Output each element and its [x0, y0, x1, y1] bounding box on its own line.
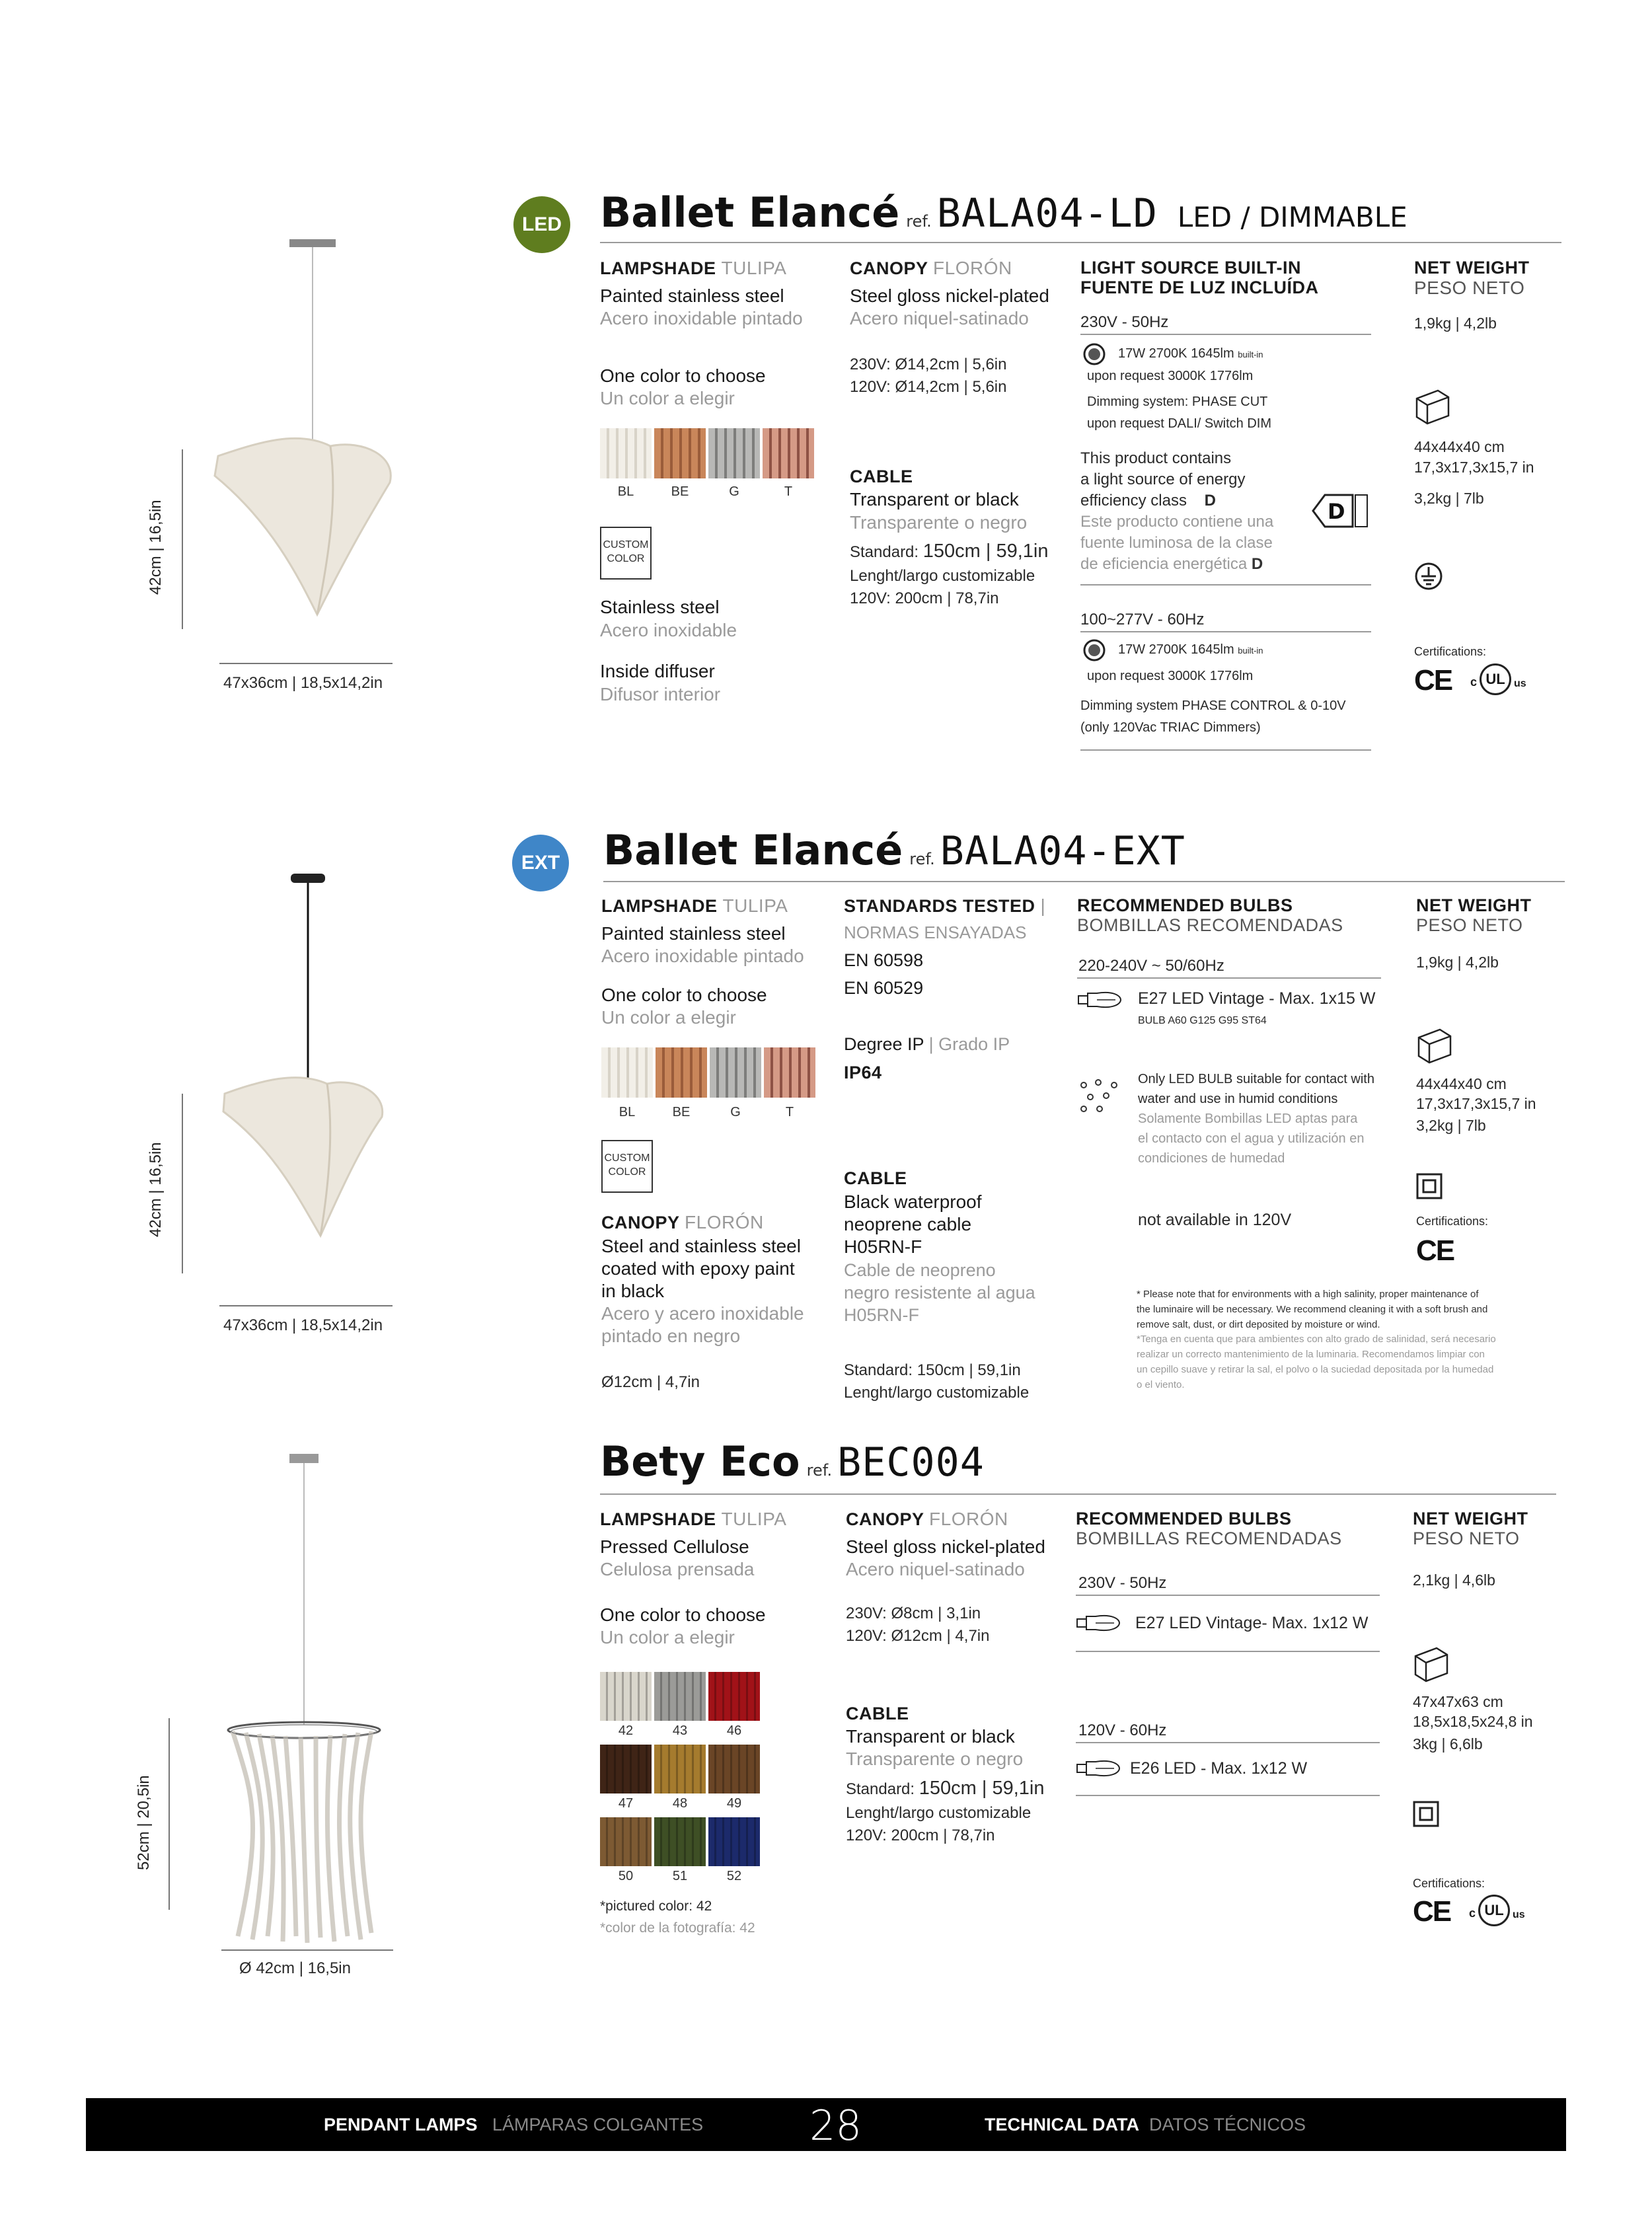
- color-choice-es: Un color a elegir: [601, 1007, 736, 1028]
- voltage-120: 120V - 60Hz: [1078, 1721, 1167, 1739]
- swatch-50: [600, 1817, 652, 1866]
- swatch-47: [600, 1745, 652, 1793]
- light-source-heading: LIGHT SOURCE BUILT-IN: [1080, 258, 1301, 278]
- ref-label: ref.: [909, 850, 935, 868]
- ground-icon: [1414, 562, 1443, 591]
- product-code: BALA04-EXT: [940, 828, 1185, 874]
- net-weight-heading-es: PESO NETO: [1414, 278, 1525, 298]
- lamp-image-ballet-ext: [198, 866, 410, 1289]
- recommended-bulbs-heading-es: BOMBILLAS RECOMENDADAS: [1076, 1529, 1342, 1548]
- inside-diffuser-es: Difusor interior: [600, 684, 721, 704]
- cable-heading: CABLE: [850, 467, 913, 486]
- page-number: 28: [809, 2101, 862, 2150]
- swatch-t: [763, 428, 814, 478]
- lampshade-material-es: Acero inoxidable pintado: [600, 308, 803, 328]
- lampshade-material-es: Acero inoxidable pintado: [601, 946, 804, 966]
- bulb-icon: [1077, 988, 1123, 1012]
- pictured-color-es: *color de la fotografía: 42: [600, 1920, 755, 1936]
- divider: [1077, 977, 1381, 979]
- divider: [1080, 584, 1371, 585]
- spec-230: 17W 2700K 1645lm built-in: [1118, 346, 1263, 361]
- box-weight: 3,2kg | 7lb: [1416, 1117, 1486, 1134]
- standard-en60529: EN 60529: [844, 978, 924, 998]
- cable-heading: CABLE: [844, 1168, 907, 1188]
- dimming-100: Dimming system PHASE CONTROL & 0-10V: [1080, 698, 1346, 713]
- led-chip-icon: [1082, 638, 1106, 662]
- ce-mark-icon: CE: [1414, 664, 1452, 697]
- width-dimension: 47x36cm | 18,5x14,2in: [223, 1316, 383, 1334]
- product-code: BALA04-LD: [936, 190, 1158, 237]
- net-weight: 2,1kg | 4,6lb: [1413, 1571, 1495, 1589]
- request-230: upon request 3000K 1776lm: [1087, 369, 1254, 383]
- ext-badge: EXT: [512, 835, 569, 891]
- canopy-230: 230V: Ø8cm | 3,1in: [846, 1604, 981, 1622]
- cable-heading: CABLE: [846, 1704, 909, 1723]
- spec-100: 17W 2700K 1645lm built-in: [1118, 642, 1263, 657]
- bulb-types: BULB A60 G125 G95 ST64: [1138, 1015, 1267, 1026]
- cable-length: Lenght/largo customizable: [844, 1384, 1030, 1402]
- canopy-heading: CANOPY FLORÓN: [846, 1509, 1008, 1529]
- canopy-material-es: Acero niquel-satinado: [846, 1559, 1025, 1579]
- class-ii-icon: [1416, 1173, 1443, 1199]
- bulb-icon: [1076, 1611, 1122, 1635]
- dimming-230: Dimming system: PHASE CUT: [1087, 395, 1268, 409]
- not-available-120v: not available in 120V: [1138, 1211, 1292, 1229]
- certifications-label: Certifications:: [1416, 1215, 1489, 1228]
- product-subtitle: LED / DIMMABLE: [1177, 201, 1408, 233]
- lampshade-material: Painted stainless steel: [601, 923, 786, 944]
- swatch-label: BE: [672, 1105, 691, 1119]
- swatch-label: 42: [618, 1723, 634, 1738]
- height-dimension: 52cm | 20,5in: [135, 1775, 153, 1870]
- box-dimensions: 44x44x40 cm: [1416, 1075, 1507, 1092]
- product-title: [600, 188, 1408, 237]
- lampshade-heading: LAMPSHADE TULIPA: [600, 1509, 787, 1529]
- swatch-label: G: [729, 484, 739, 499]
- divider: [1080, 334, 1371, 335]
- canopy-heading: CANOPY FLORÓN: [601, 1212, 764, 1232]
- ref-label: ref.: [906, 212, 932, 231]
- led-chip-icon: [1082, 342, 1106, 366]
- cable-standard: Standard: 150cm | 59,1in: [850, 541, 1049, 562]
- bulb-spec: E27 LED Vintage - Max. 1x15 W: [1138, 989, 1376, 1008]
- cable-length: Lenght/largo customizable: [846, 1804, 1032, 1822]
- swatch-label: 46: [726, 1723, 742, 1738]
- swatch-g: [710, 1047, 761, 1098]
- canopy-material: Steel and stainless steel coated with epoxy paint in black: [601, 1236, 801, 1301]
- swatch-43: [654, 1672, 706, 1721]
- class-ii-icon: [1413, 1801, 1439, 1827]
- swatch-label: 43: [672, 1723, 688, 1738]
- canopy-120: 120V: Ø12cm | 4,7in: [846, 1627, 990, 1645]
- width-dimension-line: [219, 663, 393, 664]
- energy-label-icon: [1312, 492, 1371, 529]
- width-dimension-line: [219, 1305, 393, 1306]
- wet-note-es: Solamente Bombillas LED aptas para el contacto con el agua y utilización en condiciones de humedad: [1138, 1112, 1365, 1166]
- voltage-100: 100~277V - 60Hz: [1080, 611, 1205, 628]
- box-dimensions-in: 17,3x17,3x15,7 in: [1416, 1095, 1536, 1112]
- swatch-label: T: [784, 484, 793, 499]
- cable-standard: Standard: 150cm | 59,1in: [844, 1361, 1021, 1379]
- ce-mark-icon: CE: [1413, 1895, 1451, 1928]
- lampshade-material: Painted stainless steel: [600, 285, 784, 306]
- swatch-42: [600, 1672, 652, 1721]
- cable-material-es: Cable de neopreno negro resistente al agua H05RN-F: [844, 1260, 1035, 1325]
- dimming-230-alt: upon request DALI/ Switch DIM: [1087, 416, 1272, 431]
- canopy-heading: CANOPY FLORÓN: [850, 258, 1012, 278]
- canopy-material: Steel gloss nickel-plated: [850, 285, 1049, 306]
- swatch-label: BL: [617, 484, 634, 499]
- color-choice: One color to choose: [601, 985, 767, 1005]
- cable-material: Black waterproof neoprene cable H05RN-F: [844, 1191, 982, 1257]
- lampshade-heading: LAMPSHADE TULIPA: [601, 895, 788, 916]
- swatch-label: 48: [672, 1796, 688, 1811]
- bulb-icon: [1076, 1756, 1122, 1780]
- energy-text: This product contains a light source of energy efficiency class D: [1080, 449, 1246, 510]
- height-dimension-line: [182, 449, 183, 629]
- swatch-bl: [600, 428, 652, 478]
- voltage-230: 230V - 50Hz: [1078, 1574, 1167, 1592]
- ip-heading: Degree IP | Grado IP: [844, 1034, 1010, 1054]
- box-dimensions: 47x47x63 cm: [1413, 1693, 1503, 1710]
- swatch-46: [708, 1672, 760, 1721]
- wet-note: Only LED BULB suitable for contact with water and use in humid conditions: [1138, 1072, 1374, 1106]
- product-title: [603, 826, 1185, 874]
- stainless-steel: Stainless steel: [600, 597, 720, 617]
- box-weight: 3,2kg | 7lb: [1414, 490, 1484, 507]
- inside-diffuser: Inside diffuser: [600, 661, 715, 681]
- lamp-image-bety-eco: [205, 1447, 403, 1949]
- bulb-spec-230: E27 LED Vintage- Max. 1x12 W: [1135, 1614, 1369, 1632]
- bulb-spec-120: E26 LED - Max. 1x12 W: [1130, 1759, 1308, 1778]
- footer-left: PENDANT LAMPS LÁMPARAS COLGANTES: [324, 2115, 704, 2134]
- box-dimensions-in: 18,5x18,5x24,8 in: [1413, 1713, 1533, 1730]
- box-weight: 3kg | 6,6lb: [1413, 1735, 1483, 1753]
- net-weight-heading: NET WEIGHT: [1416, 895, 1532, 915]
- swatch-label: 47: [618, 1796, 634, 1811]
- product-name: Bety Eco: [600, 1437, 800, 1486]
- voltage: 220-240V ~ 50/60Hz: [1078, 957, 1224, 975]
- svg-text:D: D: [1328, 499, 1345, 524]
- recommended-bulbs-heading: RECOMMENDED BULBS: [1077, 895, 1293, 915]
- width-dimension: 47x36cm | 18,5x14,2in: [223, 674, 383, 692]
- custom-color-box: CUSTOM COLOR: [601, 1140, 653, 1193]
- salinity-note-es: *Tenga en cuenta que para ambientes con alto grado de salinidad, será necesario realizar un correcto mantenimiento de la luminaria. Recomendamos limpiar con un cepillo suave y retirar la sal, el polvo o la suciedad depositada por la humedad o el viento.: [1137, 1334, 1496, 1390]
- product-name: Ballet Elancé: [603, 826, 903, 874]
- canopy-material-es: Acero niquel-satinado: [850, 308, 1029, 328]
- divider: [1076, 1595, 1380, 1596]
- cable-length: Lenght/largo customizable: [850, 567, 1035, 585]
- swatch-label: 49: [726, 1796, 742, 1811]
- width-dimension-line: [221, 1949, 393, 1951]
- swatch-label: 52: [726, 1869, 742, 1883]
- product-name: Ballet Elancé: [600, 188, 900, 237]
- cable-material: Transparent or black: [850, 489, 1019, 510]
- light-source-heading-es: FUENTE DE LUZ INCLUÍDA: [1080, 278, 1319, 297]
- canopy-diameter: Ø12cm | 4,7in: [601, 1373, 700, 1391]
- cable-material: Transparent or black: [846, 1726, 1015, 1747]
- box-icon: [1416, 1026, 1453, 1064]
- water-drops-icon: [1077, 1077, 1123, 1117]
- canopy-material: Steel gloss nickel-plated: [846, 1536, 1045, 1557]
- certifications-label: Certifications:: [1413, 1877, 1485, 1890]
- swatch-48: [654, 1745, 706, 1793]
- color-choice-es: Un color a elegir: [600, 388, 735, 408]
- dimming-100-note: (only 120Vac TRIAC Dimmers): [1080, 720, 1261, 735]
- salinity-note: * Please note that for environments with a high salinity, proper maintenance of the luminaire will be necessary. We recommend cleaning it with a soft brush and remove salt, dust, or dirt deposited by moisture or wind.: [1137, 1289, 1488, 1330]
- request-100: upon request 3000K 1776lm: [1087, 669, 1254, 683]
- swatch-t: [764, 1047, 815, 1098]
- swatch-label: 50: [618, 1869, 634, 1883]
- swatch-label: BL: [619, 1105, 636, 1119]
- canopy-material-es: Acero y acero inoxidable pintado en negro: [601, 1303, 804, 1346]
- canopy-120: 120V: Ø14,2cm | 5,6in: [850, 378, 1007, 396]
- box-dimensions-in: 17,3x17,3x15,7 in: [1414, 459, 1534, 476]
- ip-rating: IP64: [844, 1063, 882, 1082]
- net-weight: 1,9kg | 4,2lb: [1414, 315, 1497, 332]
- box-dimensions: 44x44x40 cm: [1414, 438, 1505, 455]
- color-choice: One color to choose: [600, 365, 766, 386]
- stainless-steel-es: Acero inoxidable: [600, 620, 737, 640]
- swatch-label: 51: [672, 1869, 688, 1883]
- height-dimension: 42cm | 16,5in: [147, 500, 165, 595]
- divider: [1076, 1651, 1380, 1652]
- standard-en60598: EN 60598: [844, 950, 924, 970]
- color-choice-es: Un color a elegir: [600, 1627, 735, 1647]
- swatch-label: G: [730, 1105, 741, 1119]
- title-rule: [600, 242, 1561, 243]
- divider: [1076, 1795, 1380, 1796]
- divider: [1080, 631, 1371, 632]
- standards-heading-es: NORMAS ENSAYADAS: [844, 923, 1027, 942]
- box-icon: [1414, 387, 1451, 425]
- width-dimension: Ø 42cm | 16,5in: [239, 1959, 351, 1977]
- canopy-230: 230V: Ø14,2cm | 5,6in: [850, 356, 1007, 373]
- swatch-be: [654, 428, 706, 478]
- swatch-be: [656, 1047, 707, 1098]
- cable-120: 120V: 200cm | 78,7in: [850, 589, 999, 607]
- product-code: BEC004: [837, 1439, 985, 1486]
- ul-mark-icon: c UL us: [1470, 663, 1550, 698]
- lampshade-heading: LAMPSHADE TULIPA: [600, 258, 787, 278]
- certifications-label: Certifications:: [1414, 645, 1487, 658]
- swatch-51: [654, 1817, 706, 1866]
- cable-material-es: Transparente o negro: [850, 512, 1028, 533]
- divider: [1076, 1742, 1380, 1743]
- swatch-g: [708, 428, 760, 478]
- box-icon: [1413, 1644, 1450, 1682]
- height-dimension-line: [169, 1718, 170, 1910]
- recommended-bulbs-heading-es: BOMBILLAS RECOMENDADAS: [1077, 915, 1343, 935]
- title-rule: [600, 1493, 1556, 1495]
- swatch-52: [708, 1817, 760, 1866]
- led-badge: LED: [513, 196, 570, 253]
- lampshade-material: Pressed Cellulose: [600, 1536, 749, 1557]
- net-weight: 1,9kg | 4,2lb: [1416, 954, 1499, 971]
- lamp-image-ballet-led: [198, 231, 410, 694]
- recommended-bulbs-heading: RECOMMENDED BULBS: [1076, 1509, 1292, 1529]
- footer-right: TECHNICAL DATA DATOS TÉCNICOS: [985, 2115, 1306, 2134]
- net-weight-heading-es: PESO NETO: [1413, 1529, 1520, 1548]
- swatch-bl: [601, 1047, 653, 1098]
- page-footer: [86, 2098, 1566, 2151]
- lampshade-material-es: Celulosa prensada: [600, 1559, 755, 1579]
- ce-mark-icon: CE: [1416, 1234, 1454, 1267]
- cable-120: 120V: 200cm | 78,7in: [846, 1827, 995, 1844]
- ul-mark-icon: c UL us: [1469, 1895, 1548, 1929]
- swatch-label: T: [785, 1105, 794, 1119]
- title-rule: [603, 881, 1565, 882]
- net-weight-heading-es: PESO NETO: [1416, 915, 1523, 935]
- swatch-49: [708, 1745, 760, 1793]
- product-title: [600, 1437, 985, 1486]
- net-weight-heading: NET WEIGHT: [1414, 258, 1530, 278]
- net-weight-heading: NET WEIGHT: [1413, 1509, 1528, 1529]
- ref-label: ref.: [806, 1461, 833, 1480]
- height-dimension: 42cm | 16,5in: [147, 1142, 165, 1237]
- cable-material-es: Transparente o negro: [846, 1749, 1024, 1769]
- standards-heading: STANDARDS TESTED |: [844, 895, 1046, 916]
- divider: [1080, 749, 1371, 751]
- cable-standard: Standard: 150cm | 59,1in: [846, 1778, 1045, 1799]
- height-dimension-line: [182, 1094, 183, 1273]
- voltage-230: 230V - 50Hz: [1080, 313, 1169, 331]
- color-choice: One color to choose: [600, 1604, 766, 1625]
- custom-color-box: CUSTOM COLOR: [600, 527, 652, 580]
- pictured-color: *pictured color: 42: [600, 1899, 712, 1914]
- swatch-label: BE: [671, 484, 689, 499]
- energy-text-es: Este producto contiene una fuente luminosa de la clase de eficiencia energética D: [1080, 513, 1274, 573]
